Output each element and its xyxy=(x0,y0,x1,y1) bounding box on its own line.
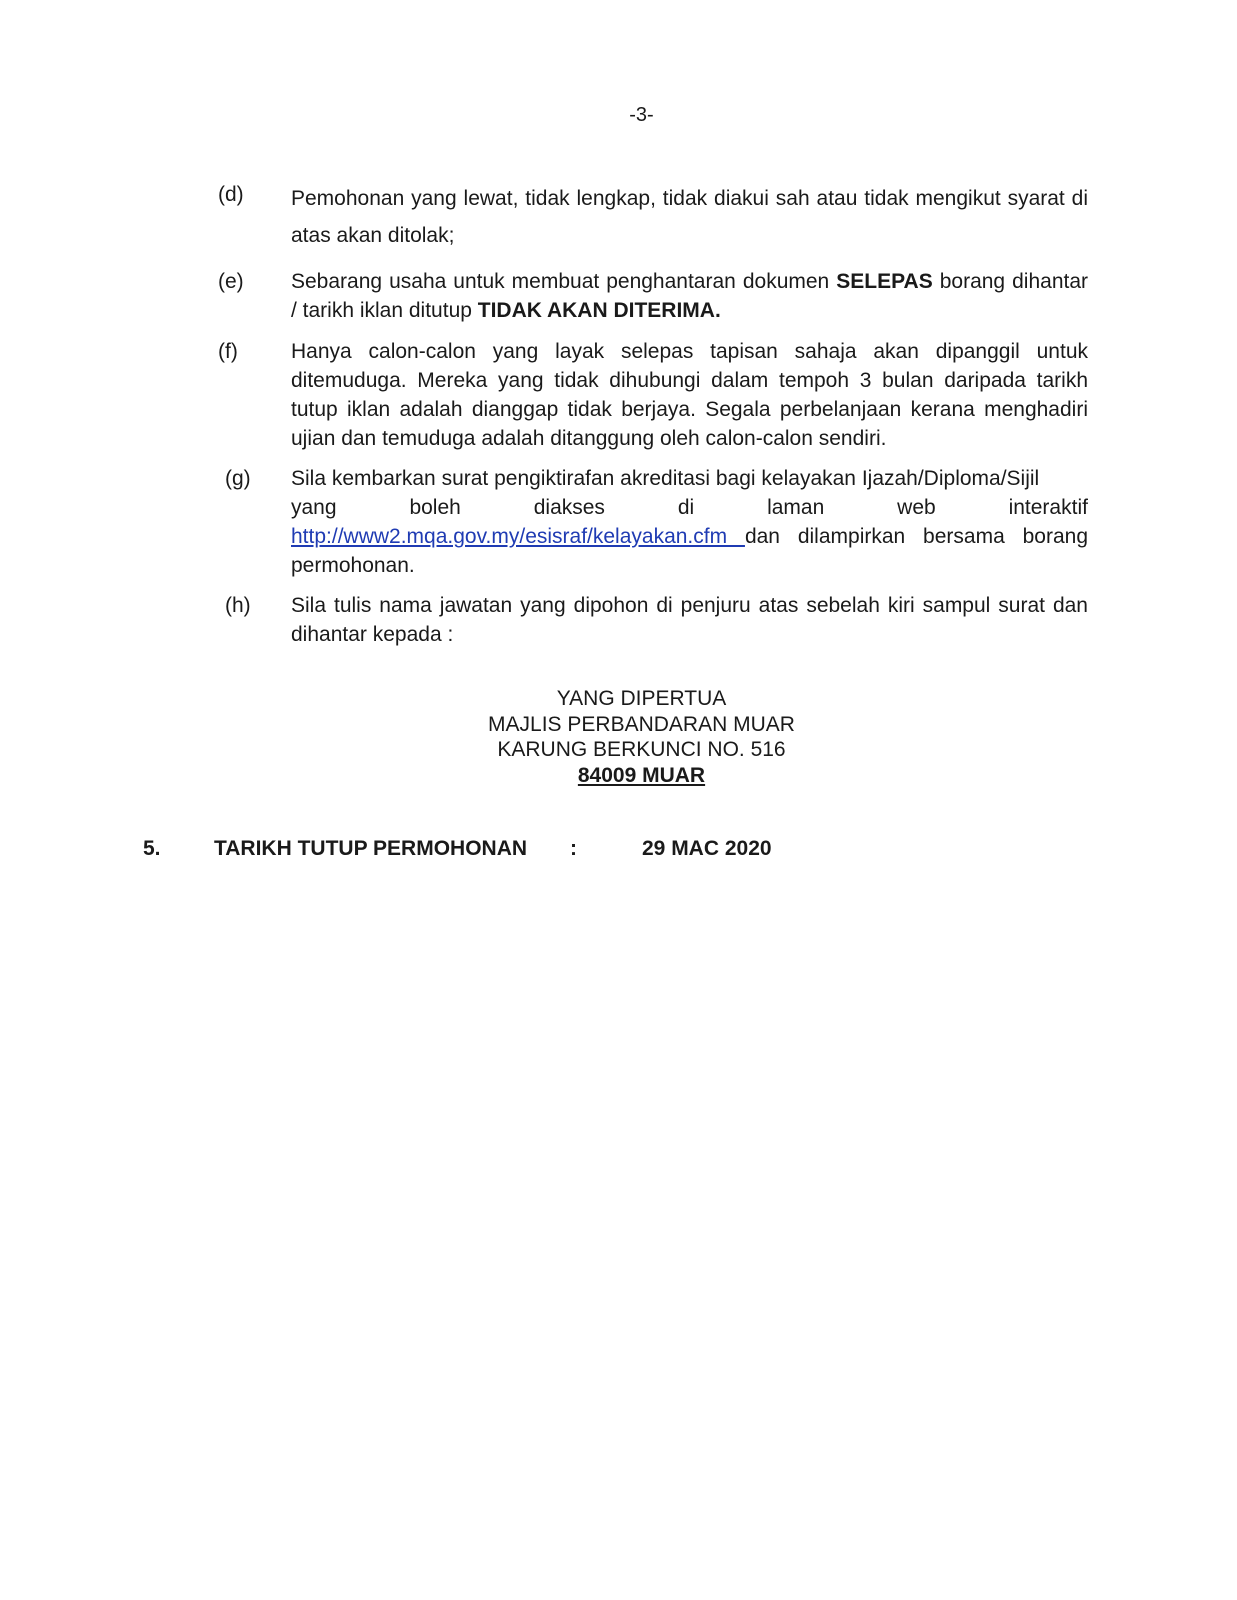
item-marker: (h) xyxy=(225,594,251,617)
emphasis-tidak-akan-diterima: TIDAK AKAN DITERIMA. xyxy=(477,299,721,322)
item-text-part: Sebarang usaha untuk membuat penghantaran dokumen xyxy=(291,270,837,293)
word: di xyxy=(677,496,695,519)
list-item-d xyxy=(218,180,1088,254)
list-item-f xyxy=(218,337,1088,453)
item-text: Sila tulis nama jawatan yang dipohon di penjuru atas sebelah kiri sampul surat dan dihantar kepada : xyxy=(291,594,1088,646)
item-marker: (e) xyxy=(218,270,244,293)
item-text: Pemohonan yang lewat, tidak lengkap, tidak diakui sah atau tidak mengikut syarat di atas akan ditolak; xyxy=(291,187,1088,247)
word: diakses xyxy=(533,496,605,519)
section-number: 5. xyxy=(143,837,161,860)
word: interaktif xyxy=(1008,496,1088,519)
address-line: KARUNG BERKUNCI NO. 516 xyxy=(497,738,786,761)
item-line-spread xyxy=(291,493,1088,522)
word: laman xyxy=(767,496,825,519)
item-line xyxy=(291,522,1088,580)
item-marker: (f) xyxy=(218,340,238,363)
word: yang xyxy=(291,496,337,519)
page-number: -3- xyxy=(629,104,654,126)
item-text-part: dan dilampirkan bersama borang permohonan. xyxy=(291,525,1089,577)
list-item-h xyxy=(218,591,1088,649)
item-marker: (g) xyxy=(225,467,251,490)
address-line: MAJLIS PERBANDARAN MUAR xyxy=(488,712,795,736)
list-item-g xyxy=(218,464,1088,580)
word: web xyxy=(897,496,936,519)
item-line: Sila kembarkan surat pengiktirafan akreditasi bagi kelayakan Ijazah/Diploma/Sijil xyxy=(291,467,1040,490)
closing-date-value: 29 MAC 2020 xyxy=(642,837,772,860)
item-text-part: borang dihantar / tarikh iklan ditutup xyxy=(291,270,1089,322)
closing-date-label: TARIKH TUTUP PERMOHONAN xyxy=(214,837,528,860)
emphasis-selepas: SELEPAS xyxy=(836,270,933,293)
item-text xyxy=(291,267,1088,325)
mqa-link[interactable]: http://www2.mqa.gov.my/esisraf/kelayakan.cfm xyxy=(291,525,745,548)
closing-colon: : xyxy=(570,837,577,860)
address-block xyxy=(0,686,1237,788)
item-text xyxy=(291,464,1088,580)
word: boleh xyxy=(409,496,461,519)
list-item-e xyxy=(218,267,1088,325)
item-text: Hanya calon-calon yang layak selepas tapisan sahaja akan dipanggil untuk ditemuduga. Mereka yang tidak dihubungi dalam tempoh 3 bulan daripada tarikh tutup iklan adalah dianggap tidak berjaya. Segala perbelanjaan kerana menghadiri ujian dan temuduga adalah ditanggung oleh calon-calon sendiri. xyxy=(291,340,1088,450)
address-line: YANG DIPERTUA xyxy=(556,687,727,710)
address-postcode: 84009 MUAR xyxy=(577,763,706,787)
item-marker: (d) xyxy=(218,183,244,206)
